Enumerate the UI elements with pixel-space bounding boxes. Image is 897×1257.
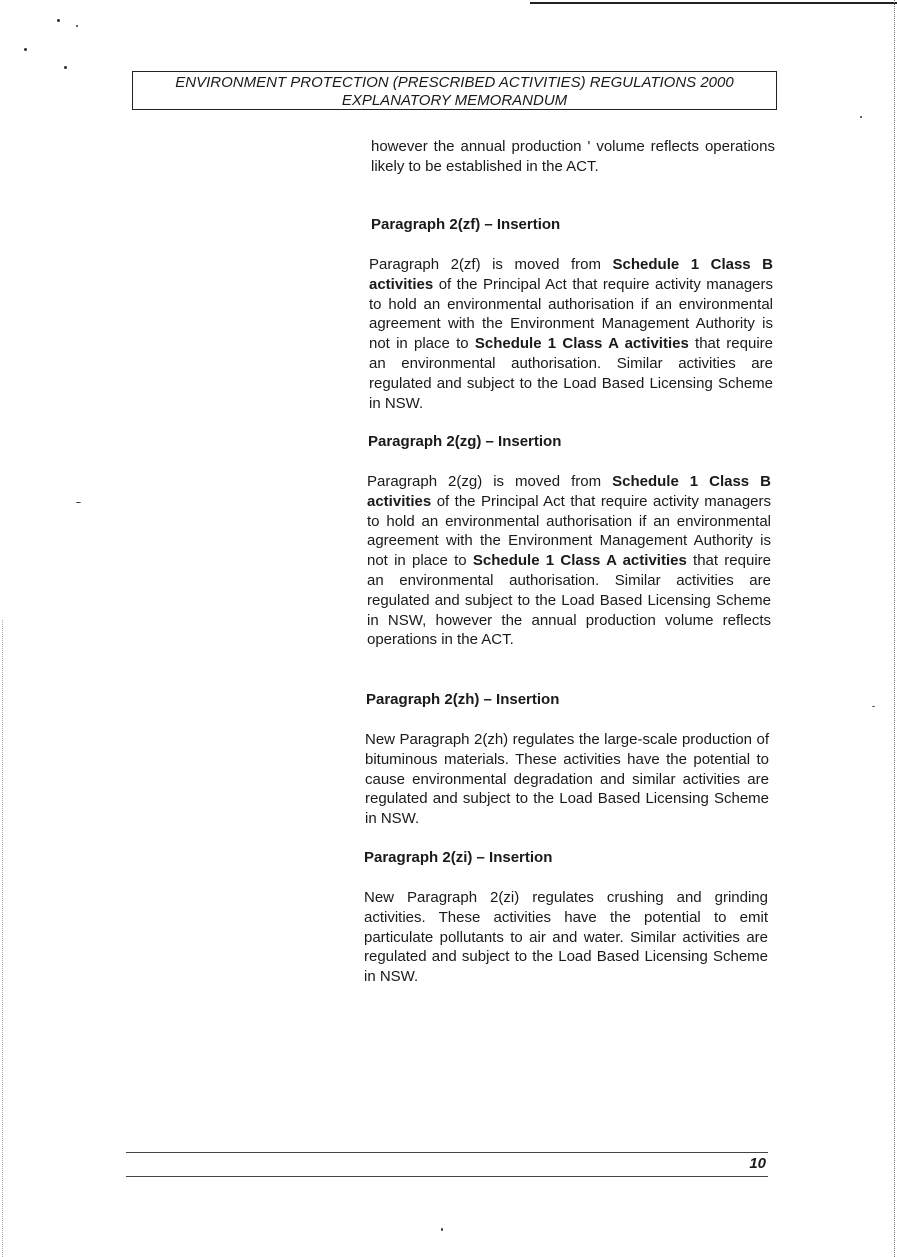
scan-speck bbox=[64, 66, 67, 69]
scan-speck bbox=[76, 25, 78, 27]
scan-right-edge bbox=[894, 0, 895, 1257]
scan-speck bbox=[24, 48, 27, 51]
section-body-zi: New Paragraph 2(zi) regulates crushing and grinding activities. These activities have the potential to emit particulate pollutants to air and water. Similar activities are regulated and subject to the Load Based Licensing Scheme in NSW. bbox=[364, 889, 768, 986]
scan-speck bbox=[57, 19, 60, 22]
section-heading-zg: Paragraph 2(zg) – Insertion bbox=[368, 433, 562, 450]
scan-left-edge bbox=[2, 620, 3, 1257]
footer-rule-bottom bbox=[126, 1176, 768, 1177]
scan-speck bbox=[441, 1228, 443, 1231]
section-body-zf: Paragraph 2(zf) is moved from Schedule 1 Class B activities of the Principal Act that require activity managers to hold an environmental authorisation if an environmental agreement with the Environment Management Authority is not in place to Schedule 1 Class A activities that require an environmental authorisation. Similar activities are regulated and subject to the Load Based Licensing Scheme in NSW. bbox=[369, 256, 773, 412]
header-title: ENVIRONMENT PROTECTION (PRESCRIBED ACTIVITIES) REGULATIONS 2000 bbox=[175, 74, 734, 91]
section-heading-zi: Paragraph 2(zi) – Insertion bbox=[364, 849, 553, 866]
section-heading-zf: Paragraph 2(zf) – Insertion bbox=[371, 216, 561, 233]
section-body-zg: Paragraph 2(zg) is moved from Schedule 1 Class B activities of the Principal Act that require activity managers to hold an environmental authorisation if an environmental agreement with the Environment Management Authority is not in place to Schedule 1 Class A activities that require an environmental authorisation. Similar activities are regulated and subject to the Load Based Licensing Scheme in NSW, however the annual production volume reflects operations in the ACT. bbox=[367, 473, 771, 649]
section-heading-zh: Paragraph 2(zh) – Insertion bbox=[366, 691, 560, 708]
scan-speck bbox=[872, 706, 875, 707]
top-edge-rule bbox=[530, 2, 897, 4]
section-body-zh: New Paragraph 2(zh) regulates the large-scale production of bituminous materials. These activities have the potential to cause environmental degradation and similar activities are regulated and subject to the Load Based Licensing Scheme in NSW. bbox=[365, 731, 769, 828]
header-subtitle: EXPLANATORY MEMORANDUM bbox=[341, 92, 568, 109]
scan-speck bbox=[860, 116, 862, 118]
intro-paragraph: however the annual production ' volume reflects operations likely to be established in the ACT. bbox=[371, 138, 775, 175]
scan-speck bbox=[76, 502, 81, 503]
page-number: 10 bbox=[749, 1155, 766, 1172]
footer-rule-top bbox=[126, 1152, 768, 1153]
document-header bbox=[132, 71, 777, 110]
